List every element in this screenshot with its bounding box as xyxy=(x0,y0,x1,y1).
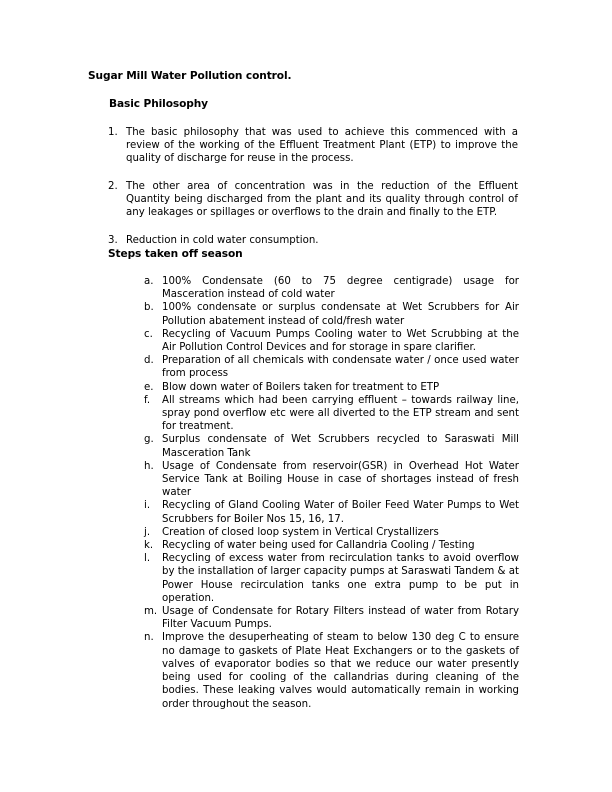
numbered-item-2 xyxy=(108,180,518,220)
item-text: Usage of Condensate for Rotary Filters instead of water from Rotary Filter Vacuum Pumps. xyxy=(162,606,519,631)
list-item-h xyxy=(144,460,519,500)
item-text: The other area of concentration was in the reduction of the Effluent Quantity being discharged from the plant and its quality through control of any leakages or spillages or overflows to the drain and finally to the ETP. xyxy=(126,181,518,219)
item-text: Blow down water of Boilers taken for treatment to ETP xyxy=(162,381,440,393)
item-text: Usage of Condensate from reservoir(GSR) in Overhead Hot Water Service Tank at Boiling House in case of shortages instead of fresh water xyxy=(162,460,519,499)
item-text: Recycling of water being used for Callandria Cooling / Testing xyxy=(162,540,475,552)
item-number: 3. xyxy=(108,235,118,246)
item-text: The basic philosophy that was used to achieve this commenced with a review of the working of the Effluent Treatment Plant (ETP) to improve the quality of discharge for reuse in the process. xyxy=(126,127,518,165)
item-text: Improve the desuperheating of steam to below 130 deg C to ensure no damage to gaskets of Plate Heat Exchangers or to the gaskets of valves of evaporator bodies so that we reduce our water presently being used for cooling of the callandrias during cleaning of the bodies. These leaking valves would automatically remain in working order throughout the season. xyxy=(162,632,519,710)
item-text: Preparation of all chemicals with condensate water / once used water from process xyxy=(162,355,519,380)
item-letter: i. xyxy=(144,500,151,512)
section-heading-basic-philosophy: Basic Philosophy xyxy=(109,98,208,110)
item-letter: j. xyxy=(144,526,151,538)
item-text: Reduction in cold water consumption. xyxy=(126,235,319,246)
list-item-g xyxy=(144,433,519,459)
item-letter: k. xyxy=(144,540,154,552)
list-item-k xyxy=(144,539,519,552)
list-item-c xyxy=(144,328,519,354)
item-text: All streams which had been carrying effluent – towards railway line, spray pond overflow etc were all diverted to the ETP stream and sent for treatment. xyxy=(162,394,519,433)
list-item-l xyxy=(144,552,519,605)
item-number: 2. xyxy=(108,181,118,192)
item-text: 100% Condensate (60 to 75 degree centigrade) usage for Masceration instead of cold water xyxy=(162,276,519,301)
item-letter: d. xyxy=(144,355,154,367)
list-item-b xyxy=(144,301,519,327)
item-letter: n. xyxy=(144,632,154,644)
item-letter: b. xyxy=(144,302,154,314)
item-letter: m. xyxy=(144,606,158,618)
item-text: 100% condensate or surplus condensate at Wet Scrubbers for Air Pollution abatement instead of cold/fresh water xyxy=(162,302,519,327)
list-item-m xyxy=(144,605,519,631)
item-text: Creation of closed loop system in Vertical Crystallizers xyxy=(162,526,439,538)
list-item-d xyxy=(144,354,519,380)
list-item-f xyxy=(144,394,519,434)
item-letter: a. xyxy=(144,276,154,287)
section-heading-steps-taken: Steps taken off season xyxy=(108,248,243,260)
item-text: Surplus condensate of Wet Scrubbers recycled to Saraswati Mill Masceration Tank xyxy=(162,434,519,459)
item-letter: h. xyxy=(144,460,154,472)
item-text: Recycling of Gland Cooling Water of Boiler Feed Water Pumps to Wet Scrubbers for Boiler Nos 15, 16, 17. xyxy=(162,500,519,525)
item-letter: l. xyxy=(144,553,151,565)
steps-list xyxy=(144,275,519,711)
item-text: Recycling of Vacuum Pumps Cooling water to Wet Scrubbing at the Air Pollution Control Devices and for storage in spare clarifier. xyxy=(162,328,519,354)
item-letter: e. xyxy=(144,381,154,393)
item-text: Recycling of excess water from recirculation tanks to avoid overflow by the installation of larger capacity pumps at Saraswati Tandem & at Power House recirculation tanks one extra pump to be put in operation. xyxy=(162,553,519,604)
item-letter: g. xyxy=(144,434,154,446)
list-item-i xyxy=(144,499,519,525)
item-letter: f. xyxy=(144,394,151,406)
list-item-a xyxy=(144,275,519,301)
document-title: Sugar Mill Water Pollution control. xyxy=(88,70,292,82)
list-item-e xyxy=(144,381,519,394)
numbered-item-1 xyxy=(108,126,518,166)
list-item-n xyxy=(144,631,519,710)
item-number: 1. xyxy=(108,127,118,138)
item-letter: c. xyxy=(144,328,153,340)
numbered-item-3 xyxy=(108,234,518,247)
list-item-j xyxy=(144,526,519,539)
